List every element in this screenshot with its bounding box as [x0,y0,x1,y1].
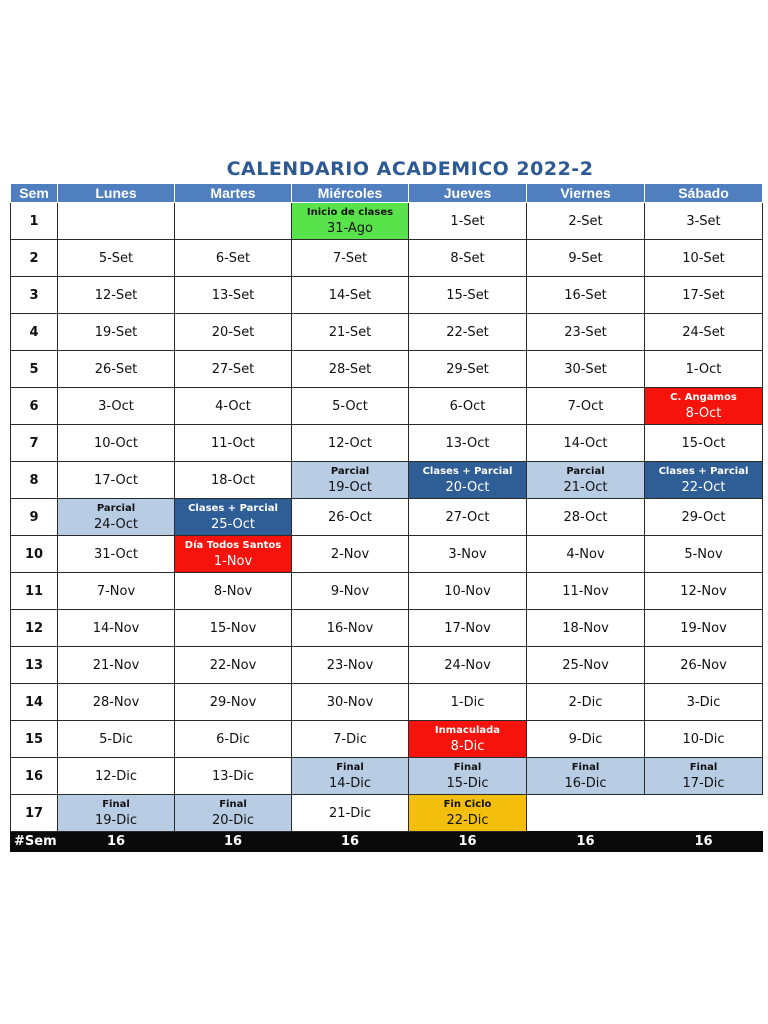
day-cell: 31-Oct [58,536,175,573]
event-label: C. Angamos [670,391,737,403]
day-cell: 5-Nov [645,536,763,573]
day-date: 20-Dic [211,812,254,828]
day-cell: 26-Oct [292,499,409,536]
week-row [11,314,763,351]
day-cell: 22-Set [409,314,527,351]
day-date: 24-Oct [93,516,139,532]
header-lunes: Lunes [58,184,175,203]
day-cell: 10-Set [645,240,763,277]
day-cell: 14-Nov [58,610,175,647]
day-cell: 6-Dic [175,721,292,758]
event-label: Final [219,798,247,810]
event-label: Final [336,761,364,773]
week-number: 2 [11,240,58,277]
day-cell [409,721,527,758]
footer-count: 16 [292,832,409,852]
header-jueves: Jueves [409,184,527,203]
day-cell: 2-Nov [292,536,409,573]
day-cell [175,536,292,573]
day-cell: 29-Oct [645,499,763,536]
day-date: 15-Dic [446,775,489,791]
week-row [11,536,763,573]
day-cell: 11-Oct [175,425,292,462]
day-cell: 21-Dic [292,795,409,832]
day-cell: 12-Set [58,277,175,314]
day-cell: 15-Nov [175,610,292,647]
week-row [11,795,763,832]
day-cell: 6-Oct [409,388,527,425]
day-cell: 13-Dic [175,758,292,795]
day-cell: 23-Set [527,314,645,351]
week-number: 12 [11,610,58,647]
day-cell [292,758,409,795]
week-number: 3 [11,277,58,314]
day-cell: 28-Nov [58,684,175,721]
event-label: Día Todos Santos [184,539,282,551]
day-cell: 21-Set [292,314,409,351]
day-cell: 18-Oct [175,462,292,499]
week-row [11,203,763,240]
day-date: 16-Dic [564,775,607,791]
day-date: 19-Dic [94,812,137,828]
week-row [11,425,763,462]
day-cell: 3-Set [645,203,763,240]
day-cell [409,795,527,832]
day-cell: 15-Set [409,277,527,314]
day-date: 8-Oct [685,405,722,421]
day-cell: 2-Set [527,203,645,240]
day-cell: 5-Oct [292,388,409,425]
day-cell: 4-Nov [527,536,645,573]
day-cell [527,462,645,499]
week-number: 5 [11,351,58,388]
day-cell: 16-Set [527,277,645,314]
day-cell [292,203,409,240]
day-cell: 16-Nov [292,610,409,647]
empty-cell [527,795,645,832]
day-cell: 28-Oct [527,499,645,536]
footer-label: #Sem [11,832,58,852]
event-label: Fin Ciclo [443,798,492,810]
day-date: 22-Oct [681,479,726,495]
footer-count: 16 [175,832,292,852]
event-label: Parcial [566,465,605,477]
day-cell: 5-Dic [58,721,175,758]
day-cell: 9-Nov [292,573,409,610]
day-cell [175,203,292,240]
footer-row [11,832,763,852]
week-number: 6 [11,388,58,425]
event-label: Clases + Parcial [658,465,749,477]
day-cell [645,388,763,425]
week-row [11,351,763,388]
week-row [11,758,763,795]
day-cell: 14-Oct [527,425,645,462]
day-cell: 30-Set [527,351,645,388]
day-cell: 19-Set [58,314,175,351]
day-cell: 25-Nov [527,647,645,684]
week-row [11,499,763,536]
week-number: 7 [11,425,58,462]
day-date: 22-Dic [446,812,489,828]
day-cell: 6-Set [175,240,292,277]
week-row [11,721,763,758]
day-cell [645,462,763,499]
day-cell: 29-Nov [175,684,292,721]
week-number: 13 [11,647,58,684]
day-cell: 20-Set [175,314,292,351]
day-date: 19-Oct [327,479,373,495]
week-row [11,647,763,684]
day-cell: 26-Nov [645,647,763,684]
day-cell: 26-Set [58,351,175,388]
header-miercoles: Miércoles [292,184,409,203]
day-cell: 24-Set [645,314,763,351]
day-cell: 15-Oct [645,425,763,462]
day-cell: 1-Dic [409,684,527,721]
week-number: 16 [11,758,58,795]
day-cell: 18-Nov [527,610,645,647]
footer-count: 16 [409,832,527,852]
week-number: 17 [11,795,58,832]
day-cell: 8-Nov [175,573,292,610]
week-number: 15 [11,721,58,758]
event-label: Inmaculada [434,724,501,736]
week-row [11,684,763,721]
footer-count: 16 [645,832,763,852]
day-cell: 17-Set [645,277,763,314]
day-cell [58,499,175,536]
day-cell: 27-Oct [409,499,527,536]
day-cell: 1-Set [409,203,527,240]
day-cell: 13-Oct [409,425,527,462]
day-cell: 3-Nov [409,536,527,573]
day-cell: 7-Nov [58,573,175,610]
day-date: 25-Oct [210,516,256,532]
week-number: 14 [11,684,58,721]
day-cell: 8-Set [409,240,527,277]
calendar-body [11,203,763,832]
day-cell: 17-Oct [58,462,175,499]
day-cell: 12-Dic [58,758,175,795]
day-cell: 23-Nov [292,647,409,684]
day-cell: 12-Oct [292,425,409,462]
week-number: 8 [11,462,58,499]
day-cell: 3-Dic [645,684,763,721]
week-number: 9 [11,499,58,536]
academic-calendar-table [10,183,763,852]
day-cell [645,758,763,795]
day-cell: 27-Set [175,351,292,388]
week-row [11,388,763,425]
day-date: 1-Nov [213,553,253,569]
event-label: Final [453,761,482,773]
day-cell: 5-Set [58,240,175,277]
day-cell: 14-Set [292,277,409,314]
day-cell: 7-Set [292,240,409,277]
day-cell: 10-Dic [645,721,763,758]
event-label: Clases + Parcial [422,465,513,477]
day-cell [292,462,409,499]
day-cell [58,203,175,240]
day-date: 21-Oct [563,479,608,495]
day-cell: 24-Nov [409,647,527,684]
week-number: 1 [11,203,58,240]
week-row [11,610,763,647]
week-row [11,240,763,277]
week-number: 11 [11,573,58,610]
day-date: 17-Dic [682,775,725,791]
day-cell: 29-Set [409,351,527,388]
header-martes: Martes [175,184,292,203]
day-cell: 7-Oct [527,388,645,425]
day-date: 20-Oct [445,479,490,495]
day-cell: 30-Nov [292,684,409,721]
day-cell: 22-Nov [175,647,292,684]
day-date: 31-Ago [326,220,374,236]
day-cell [175,499,292,536]
day-cell: 11-Nov [527,573,645,610]
empty-cell [645,795,763,832]
day-cell: 10-Oct [58,425,175,462]
header-sabado: Sábado [645,184,763,203]
calendar-title: CALENDARIO ACADEMICO 2022-2 [226,158,594,180]
day-cell: 4-Oct [175,388,292,425]
day-cell: 10-Nov [409,573,527,610]
day-cell: 17-Nov [409,610,527,647]
day-cell [175,795,292,832]
event-label: Parcial [96,502,136,514]
day-cell: 19-Nov [645,610,763,647]
day-cell [409,462,527,499]
header-row [11,184,763,203]
header-sem: Sem [11,184,58,203]
footer-count: 16 [58,832,175,852]
week-row [11,277,763,314]
header-viernes: Viernes [527,184,645,203]
day-cell: 9-Dic [527,721,645,758]
day-cell [58,795,175,832]
event-label: Final [571,761,600,773]
week-row [11,462,763,499]
week-number: 10 [11,536,58,573]
event-label: Final [102,798,130,810]
day-cell: 28-Set [292,351,409,388]
day-cell: 9-Set [527,240,645,277]
day-cell: 3-Oct [58,388,175,425]
day-cell [527,758,645,795]
day-cell: 2-Dic [527,684,645,721]
day-cell: 12-Nov [645,573,763,610]
day-cell: 21-Nov [58,647,175,684]
week-number: 4 [11,314,58,351]
day-date: 8-Dic [450,738,485,754]
day-cell: 7-Dic [292,721,409,758]
event-label: Clases + Parcial [188,502,278,514]
day-cell: 1-Oct [645,351,763,388]
event-label: Parcial [330,465,370,477]
day-date: 14-Dic [328,775,371,791]
day-cell [409,758,527,795]
event-label: Final [689,761,718,773]
week-row [11,573,763,610]
footer-count: 16 [527,832,645,852]
day-cell: 13-Set [175,277,292,314]
event-label: Inicio de clases [306,206,394,218]
